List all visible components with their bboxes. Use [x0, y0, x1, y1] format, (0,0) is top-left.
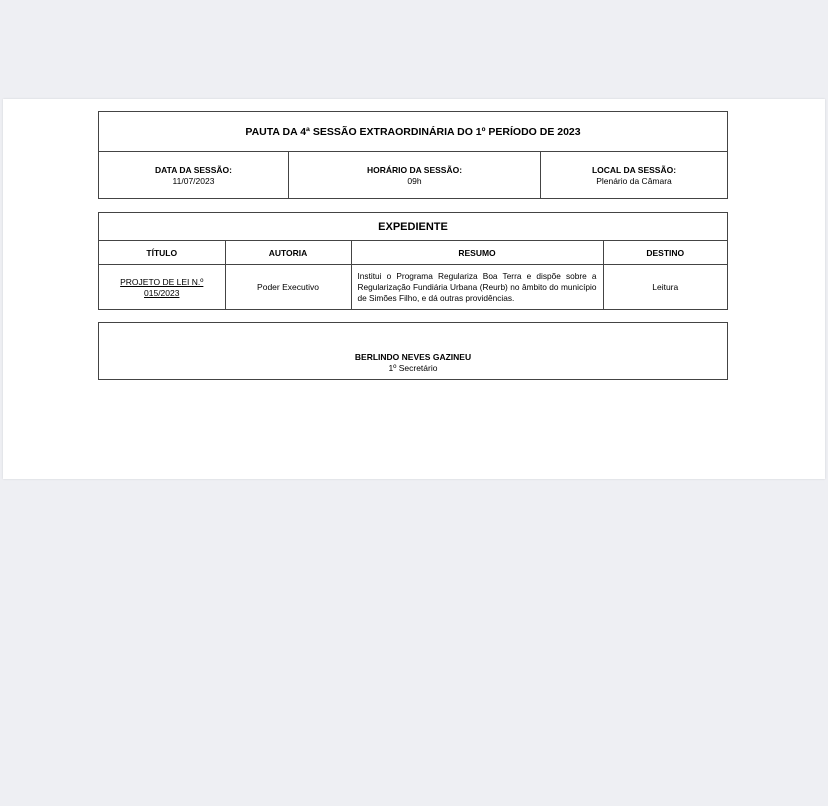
session-title: PAUTA DA 4ª SESSÃO EXTRAORDINÁRIA DO 1º PERÍODO DE 2023 — [99, 112, 727, 152]
document-page — [3, 99, 825, 479]
cell-destino: Leitura — [603, 265, 727, 311]
column-header-destino: DESTINO — [603, 241, 727, 265]
cell-titulo — [99, 265, 225, 311]
session-date-value: 11/07/2023 — [172, 175, 215, 186]
session-header — [98, 111, 728, 199]
session-time-label: HORÁRIO DA SESSÃO: — [366, 164, 463, 175]
bill-link[interactable]: PROJETO DE LEI N.º 015/2023 — [120, 276, 204, 298]
column-header-resumo: RESUMO — [351, 241, 603, 265]
session-info-row — [99, 152, 727, 199]
session-time-value: 09h — [407, 175, 422, 186]
session-location-cell — [540, 152, 727, 199]
session-time-cell — [288, 152, 540, 199]
table-row — [99, 265, 727, 311]
column-header-autoria: AUTORIA — [225, 241, 351, 265]
session-date-cell — [99, 152, 288, 199]
expediente-title: EXPEDIENTE — [99, 213, 727, 241]
signature-block — [98, 322, 728, 380]
session-date-label: DATA DA SESSÃO: — [155, 164, 232, 175]
column-header-titulo: TÍTULO — [99, 241, 225, 265]
session-location-value: Plenário da Câmara — [596, 175, 672, 186]
cell-resumo: Institui o Programa Regulariza Boa Terra e dispõe sobre a Regularização Fundiária Urbana (Reurb) no âmbito do município de Simões Filho, e dá outras providências. — [351, 265, 603, 311]
session-location-label: LOCAL DA SESSÃO: — [591, 164, 677, 175]
expediente-section — [98, 212, 728, 310]
cell-autoria: Poder Executivo — [225, 265, 351, 311]
table-header-row — [99, 241, 727, 265]
signatory-role: 1º Secretário — [388, 363, 438, 373]
signatory-name: BERLINDO NEVES GAZINEU — [354, 352, 472, 362]
expediente-table — [99, 241, 727, 310]
